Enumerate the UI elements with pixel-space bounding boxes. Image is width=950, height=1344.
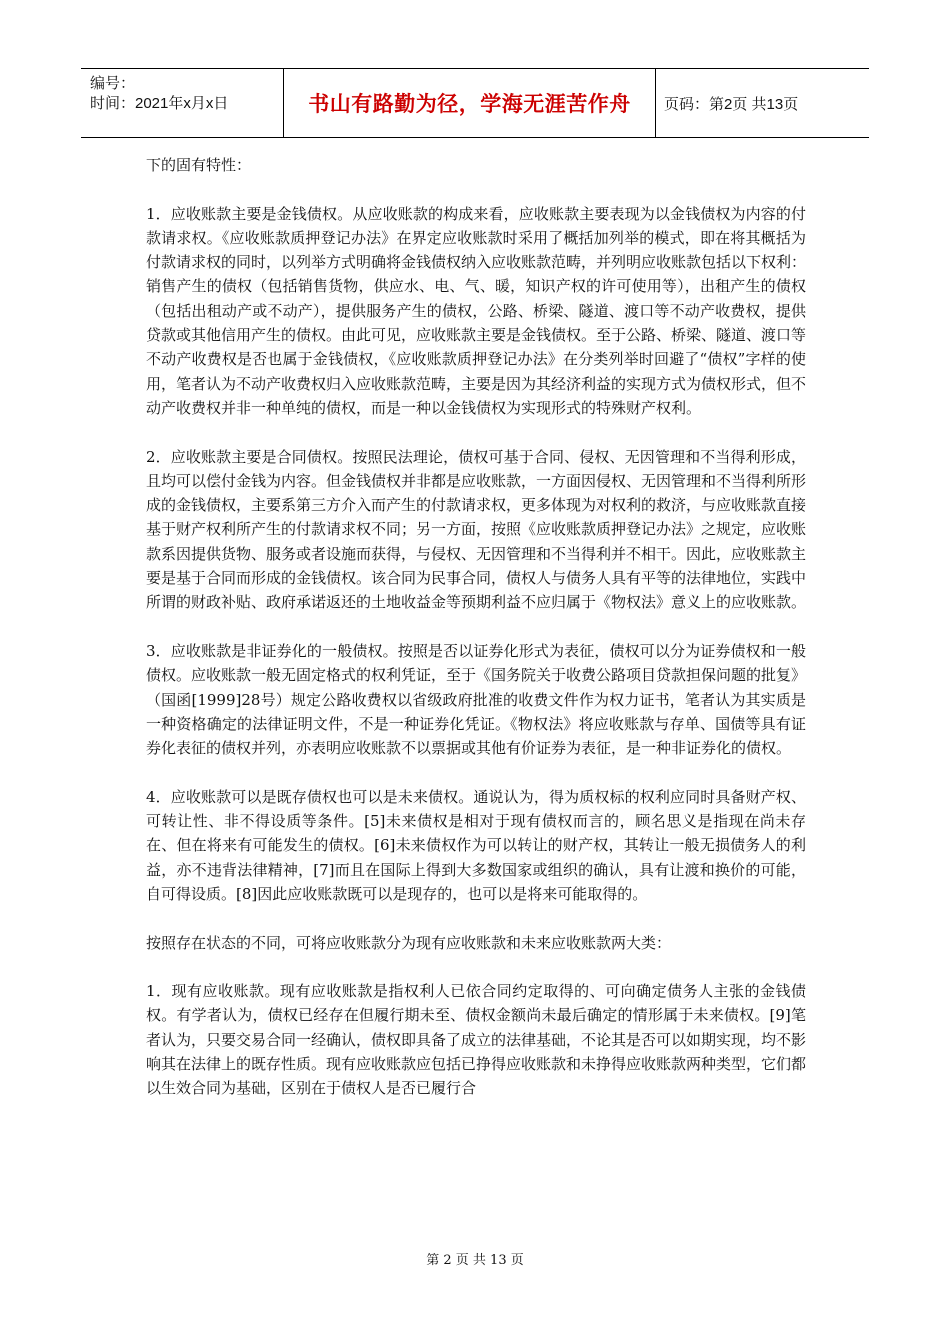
header-meta (81, 69, 284, 137)
paragraph: 2．应收账款主要是合同债权。按照民法理论，债权可基于合同、侵权、无因管理和不当得利形成，且均可以偿付金钱为内容。但金钱债权并非都是应收账款，一方面因侵权、无因管理和不当得利所形成的金钱债权，主要系第三方介入而产生的付款请求权，更多体现为对权利的救济，与应收账款直接基于财产权利所产生的付款请求权不同；另一方面，按照《应收账款质押登记办法》之规定，应收账款系因提供货物、服务或者设施而获得，与侵权、无因管理和不当得利并不相干。因此，应收账款主要是基于合同而形成的金钱债权。该合同为民事合同，债权人与债务人具有平等的法律地位，实践中所谓的财政补贴、政府承诺返还的土地收益金等预期利益不应归属于《物权法》意义上的应收账款。 (146, 447, 807, 612)
paragraph: 4．应收账款可以是既存债权也可以是未来债权。通说认为，得为质权标的权利应同时具备财产权、可转让性、非不得设质等条件。[5]未来债权是相对于现有债权而言的，顾名思义是指现在尚未存在、但在将来有可能发生的债权。[6]未来债权作为可以转让的财产权，其转让一般无损债务人的利益，亦不违背法律精神，[7]而且在国际上得到大多数国家或组织的确认，具有让渡和换价的可能，自可得设质。[8]因此应收账款既可以是现存的，也可以是将来可能取得的。 (146, 787, 806, 903)
document-date: 时间：2021年x月x日 (90, 95, 229, 112)
paragraph: 3．应收账款是非证券化的一般债权。按照是否以证券化形式为表征，债权可以分为证券债权和一般债权。应收账款一般无固定格式的权利凭证，至于《国务院关于收费公路项目贷款担保问题的批复》（国函[1999]28号）规定公路收费权以省级政府批准的收费文件作为权力证书，笔者认为其实质是一种资格确定的法律证明文件，不是一种证券化凭证。《物权法》将应收账款与存单、国债等具有证券化表征的债权并列，亦表明应收账款不以票据或其他有价证券为表征，是一种非证券化的债权。 (146, 641, 807, 758)
header-motto: 书山有路勤为径，学海无涯苦作舟 (284, 69, 656, 137)
paragraph: 按照存在状态的不同，可将应收账款分为现有应收账款和未来应收账款两大类： (146, 933, 672, 952)
document-body (146, 153, 806, 1125)
paragraph: 下的固有特性： (146, 156, 252, 174)
document-number-label: 编号： (90, 75, 136, 92)
page-footer: 第 2 页 共 13 页 (426, 1253, 524, 1268)
paragraph: 1．应收账款主要是金钱债权。从应收账款的构成来看，应收账款主要表现为以金钱债权为内容的付款请求权。《应收账款质押登记办法》在界定应收账款时采用了概括加列举的模式，即在将其概括为付款请求权的同时，以列举方式明确将金钱债权纳入应收账款范畴，并列明应收账款包括以下权利：销售产生的债权（包括销售货物，供应水、电、气、暖，知识产权的许可使用等），出租产生的债权（包括出租动产或不动产），提供服务产生的债权，公路、桥梁、隧道、渡口等不动产收费权，提供贷款或其他信用产生的债权。由此可见，应收账款主要是金钱债权。至于公路、桥梁、隧道、渡口等不动产收费权是否也属于金钱债权，《应收账款质押登记办法》在分类列举时回避了“债权”字样的使用，笔者认为不动产收费权归入应收账款范畴，主要是因为其经济利益的实现方式为债权形式，但不动产收费权并非一种单纯的债权，而是一种以金钱债权为实现形式的特殊财产权利。 (146, 204, 807, 417)
page-header (81, 68, 869, 138)
header-page-info: 页码：第2页 共13页 (664, 95, 799, 113)
paragraph: 1．现有应收账款。现有应收账款是指权利人已依合同约定取得的、可向确定债务人主张的金钱债权。有学者认为，债权已经存在但履行期未至、债权金额尚未最后确定的情形属于未来债权。[9]笔者认为，只要交易合同一经确认，债权即具备了成立的法律基础，不论其是否可以如期实现，均不影响其在法律上的既存性质。现有应收账款应包括已挣得应收账款和未挣得应收账款两种类型，它们都以生效合同为基础，区别在于债权人是否已履行合 (146, 982, 807, 1098)
